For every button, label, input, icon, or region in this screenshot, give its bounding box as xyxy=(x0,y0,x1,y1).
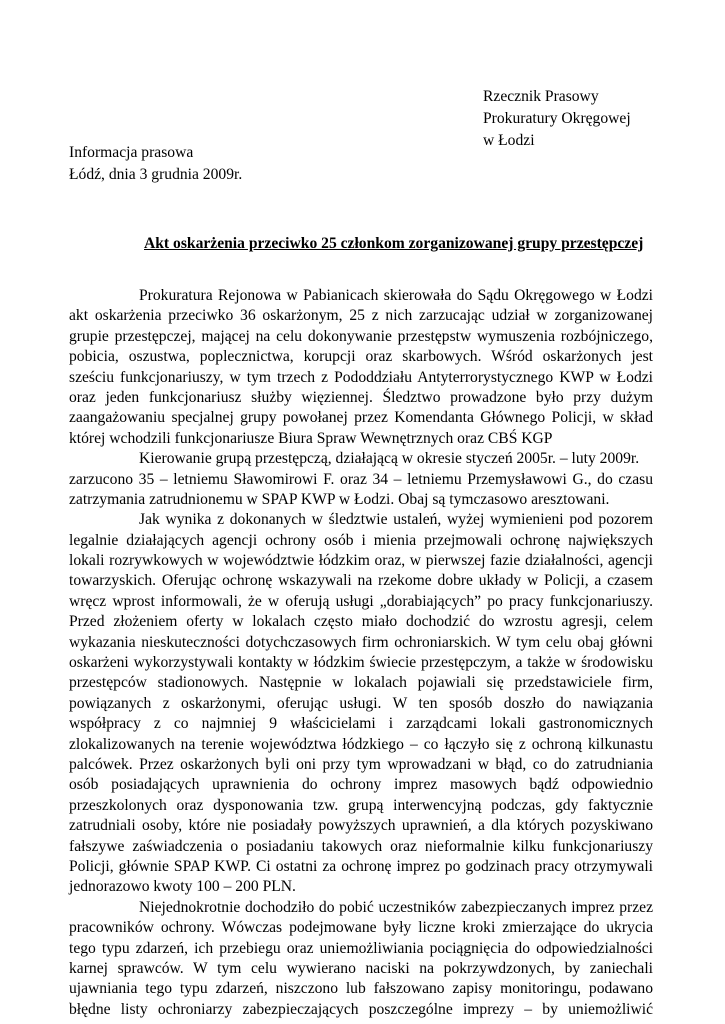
body-line: osób posiadających uprawnienia do ochrony imprez masowych bądź odpowiednio xyxy=(69,776,653,794)
body-line: grupie przestępczej, mającej na celu dokonywanie przestępstw wymuszenia rozbójniczego, xyxy=(69,327,653,345)
body-line: akt oskarżenia przeciwko 36 oskarżonym, 25 z nich zarzucając udział w zorganizowanej xyxy=(69,307,653,325)
body-line: powiązanych z oskarżonymi, oferując usługi. W ten sposób doszło do nawiązania xyxy=(69,694,653,712)
body-text xyxy=(69,286,653,1020)
body-line: Niejednokrotnie dochodziło do pobić uczestników zabezpieczanych imprez przez xyxy=(139,898,653,916)
body-line: ujawniania tego typu zdarzeń, niszczono lub fałszowano zapisy monitoringu, podawano xyxy=(69,980,653,998)
body-line: palcówek. Przez oskarżonych byli oni przy tym wprowadzani w błąd, co do zatrudniania xyxy=(69,755,653,773)
body-line: wręcz wprost informowali, że w oferują usługi „dorabiających” po pracy funkcjonariuszy. xyxy=(69,592,653,610)
body-line: lokali rozrywkowych w województwie łódzkim oraz, w pierwszej fazie działalności, agencji xyxy=(69,552,653,570)
press-info-label: Informacja prasowa xyxy=(69,144,194,161)
body-line: Przed złożeniem oferty w lokalach często miało dochodzić do wzrostu agresji, celem xyxy=(69,613,653,631)
body-line: Jak wynika z dokonanych w śledztwie ustaleń, wyżej wymienieni pod pozorem xyxy=(139,511,653,529)
body-line: Policji, głównie SPAP KWP. Ci ostatni za ochronę imprez po godzinach pracy otrzymywali xyxy=(69,857,653,875)
sender-line: w Łodzi xyxy=(483,132,535,149)
body-line: Kierowanie grupą przestępczą, działającą w okresie styczeń 2005r. – luty 2009r. xyxy=(139,450,640,468)
body-line: zatrzymania zatrudnionemu w SPAP KWP w Łodzi. Obaj są tymczasowo aresztowani. xyxy=(69,490,610,508)
press-info-block xyxy=(69,142,242,186)
body-line: zaangażowaniu specjalnej grupy powołanej przez Komendanta Głównego Policji, w skład xyxy=(69,409,653,427)
document-title: Akt oskarżenia przeciwko 25 członkom zorganizowanej grupy przestępczej xyxy=(144,235,644,252)
sender-line: Prokuratury Okręgowej xyxy=(483,110,631,127)
sender-block xyxy=(483,86,631,152)
body-line: przestępców stadionowych. Następnie w lokalach pojawiali się przedstawiciele firm, xyxy=(69,674,653,692)
body-line: błędne listy ochroniarzy zabezpieczających poszczególne imprezy – by uniemożliwić xyxy=(69,1000,653,1018)
body-line: tego typu zdarzeń, ich przebiegu oraz uniemożliwiania pociągnięcia do odpowiedzialności xyxy=(69,939,653,957)
body-line: przeszkolonych oraz dysponowania tzw. grupą interwencyjną podczas, gdy faktycznie xyxy=(69,796,653,814)
body-line: towarzyskich. Oferując ochronę wskazywali na rzekome dobre układy w Policji, a czasem xyxy=(69,572,653,590)
body-line: legalnie działających agencji ochrony osób i mienia przejmowali ochronę największych xyxy=(69,531,653,549)
body-line: fałszywe zaświadczenia o posiadaniu takowych oraz nieformalnie kilku funkcjonariuszy xyxy=(69,837,653,855)
body-line: pracowników ochrony. Wówczas podejmowane były liczne kroki zmierzające do ukrycia xyxy=(69,919,653,937)
body-line: Prokuratura Rejonowa w Pabianicach skierowała do Sądu Okręgowego w Łodzi xyxy=(139,287,653,304)
sender-line: Rzecznik Prasowy xyxy=(483,88,599,105)
body-line: współpracy z co najmniej 9 właścicielami i zarządcami lokali gastronomicznych xyxy=(69,715,653,733)
body-line: zatrudniali osoby, które nie posiadały powyższych uprawnień, a dla których pozyskiwano xyxy=(69,817,653,835)
body-line: karnej sprawców. W tym celu wywierano naciski na pokrzywdzonych, by zaniechali xyxy=(69,959,653,977)
body-line: zarzucono 35 – letniemu Sławomirowi F. oraz 34 – letniemu Przemysławowi G., do czasu xyxy=(69,470,653,488)
body-line: wykazania nieskuteczności dotychczasowych firm ochroniarskich. W tym celu obaj główni xyxy=(69,633,653,651)
place-date: Łódź, dnia 3 grudnia 2009r. xyxy=(69,166,243,183)
body-line: jednorazowo kwoty 100 – 200 PLN. xyxy=(69,878,296,896)
body-line: pobicia, oszustwa, poplecznictwa, korupcji oraz skarbowych. Wśród oskarżonych jest xyxy=(69,348,653,366)
body-line: sześciu funkcjonariuszy, w tym trzech z Pododdziału Antyterrorystycznego KWP w Łodzi xyxy=(69,368,653,386)
body-line: której wchodzili funkcjonariusze Biura Spraw Wewnętrznych oraz CBŚ KGP xyxy=(69,429,553,447)
body-line: zlokalizowanych na terenie województwa łódzkiego – co łączyło się z ochroną kilkunastu xyxy=(69,735,653,753)
body-line: oskarżeni wykorzystywali kontakty w łódzkim świecie przestępczym, a także w środowisku xyxy=(69,654,653,672)
body-line: oraz jeden funkcjonariusz służby więziennej. Śledztwo prowadzone było przy dużym xyxy=(69,388,653,406)
